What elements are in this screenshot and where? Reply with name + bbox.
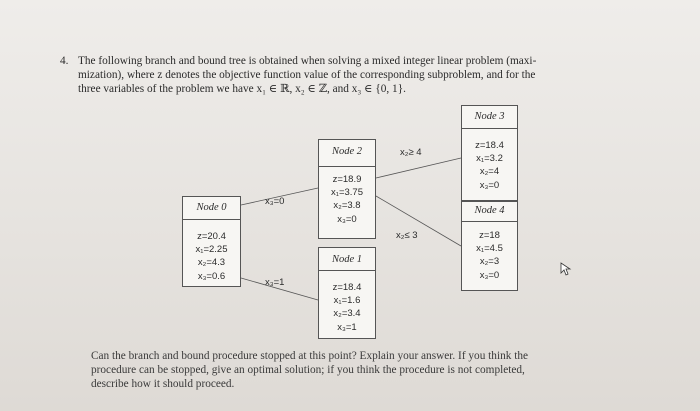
node-title: Node 3 [474,111,505,122]
node-value: x₂=3.4 [333,308,361,320]
node-value: z=18.9 [332,174,362,185]
mouse-cursor-icon [560,262,572,276]
node-values [319,281,375,334]
node-value: z=20.4 [197,231,226,242]
node-value: x₁=2.25 [195,244,228,256]
question-line: mization), where z denotes the objective function value of the corresponding subproblem, and for the [78,69,536,82]
node-1 [318,247,376,339]
node-value: x₂=3 [479,256,500,268]
edge-label-x2-le-3: x₂≤ 3 [396,230,418,241]
node-value: z=18.4 [332,282,362,293]
node-value: x₃=0 [479,179,500,191]
edge-label-x2-ge-4: x₂≥ 4 [400,147,422,158]
node-value: x₂=4.3 [197,257,226,269]
node-title: Node 1 [331,254,363,265]
footer-line: Can the branch and bound procedure stopped at this point? Explain your answer. If you think the [91,350,529,362]
node-value: x₃=1 [337,321,357,333]
question-line: three variables of the problem we have x₁ ∈ ℝ, x₂ ∈ ℤ, and x₃ ∈ {0, 1}. [78,83,406,96]
node-value: x₃=0 [479,269,500,281]
node-4 [461,201,518,291]
node-value: x₁=1.6 [333,295,361,307]
node-values [183,230,240,283]
node-3 [461,105,518,201]
node-divider [319,166,375,167]
node-value: x₁=3.2 [476,153,503,165]
node-divider [462,128,517,129]
node-divider [183,219,240,220]
node-value: z=18 [479,230,500,241]
node-divider [319,270,375,271]
edge-line-node2-node3 [376,158,461,178]
footer-line: procedure can be stopped, give an optimal solution; if you think the procedure is not completed, [91,364,525,377]
node-value: z=18.4 [475,140,504,151]
node-title: Node 0 [196,202,227,213]
node-value: x₃=0.6 [197,270,226,282]
node-value: x₁=4.5 [476,243,503,255]
question-footer [91,349,651,392]
node-0 [182,196,241,287]
node-value: x₂=4 [479,166,500,178]
edge-line-node2-node4 [376,196,461,246]
node-value: x₁=3.75 [331,187,363,199]
node-value: x₃=0 [337,213,357,225]
node-value: x₂=3.8 [333,200,361,212]
question-line: The following branch and bound tree is obtained when solving a mixed integer linear problem (maxi- [78,55,537,67]
node-values [462,139,517,192]
node-values [319,173,375,226]
footer-line: describe how it should proceed. [91,378,235,391]
node-title: Node 4 [474,205,505,216]
edge-label-x3-0: x₃=0 [265,196,285,207]
node-2 [318,139,376,239]
node-values [462,229,517,282]
edge-label-x3-1: x₃=1 [265,277,285,288]
question-number: 4. [60,55,69,67]
node-title: Node 2 [331,146,363,157]
node-divider [462,221,517,222]
